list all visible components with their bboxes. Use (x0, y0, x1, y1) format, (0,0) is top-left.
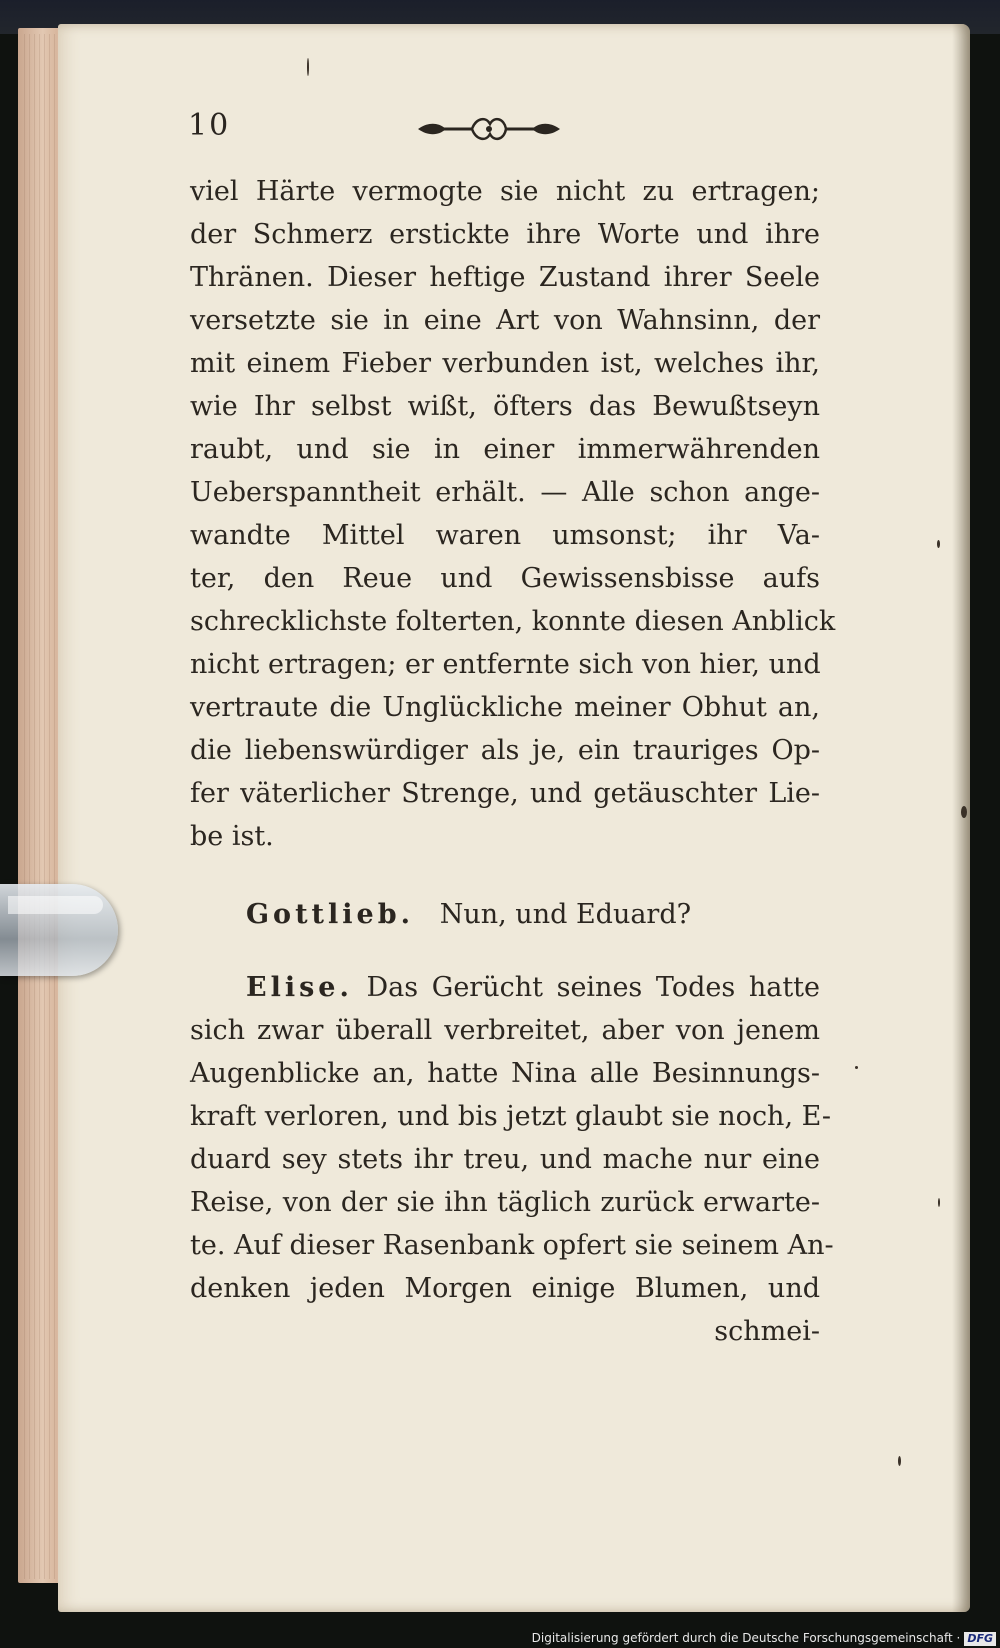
text-line: versetzte sie in eine Art von Wahnsinn, der (190, 305, 820, 336)
text-line: nicht ertragen; er entfernte sich von hier, und (190, 649, 821, 680)
text-line: duard sey stets ihr treu, und mache nur eine (190, 1144, 820, 1175)
paper-speck (307, 58, 309, 76)
text-line: fer väterlicher Strenge, und getäuschter Lie- (190, 778, 820, 809)
gottlieb-text: Nun, und Eduard? (439, 899, 692, 930)
footer-text: Digitalisierung gefördert durch die Deutsche Forschungsgemeinschaft · (531, 1631, 961, 1645)
speaker-elise: Elise. (246, 972, 353, 1003)
paper-speck (855, 1066, 858, 1069)
catchword: schmei- (714, 1316, 820, 1347)
text-line: wandte Mittel waren umsonst; ihr Va- (190, 520, 820, 551)
text-line: Thränen. Dieser heftige Zustand ihrer Seele (190, 262, 820, 293)
text-line: schrecklichste folterten, konnte diesen Anblick (190, 606, 836, 637)
text-line: ter, den Reue und Gewissensbisse aufs (190, 563, 820, 594)
elise-first-text: Das Gerücht seines Todes hatte (366, 972, 820, 1003)
text-line: wie Ihr selbst wißt, öfters das Bewußtseyn (190, 391, 820, 422)
text-line: der Schmerz erstickte ihre Worte und ihre (190, 219, 820, 250)
gottlieb-speech (190, 893, 820, 936)
speaker-gottlieb: Gottlieb. (246, 899, 414, 930)
text-line: die liebenswürdiger als je, ein trauriges Op- (190, 735, 820, 766)
paper-speck (937, 540, 940, 548)
text-line: denken jeden Morgen einige Blumen, und (190, 1273, 820, 1304)
paragraph-gap (190, 936, 820, 966)
text-line: viel Härte vermogte sie nicht zu ertragen; (190, 176, 820, 207)
text-line: raubt, und sie in einer immerwährenden (190, 434, 820, 465)
text-line: Ueberspanntheit erhält. — Alle schon ange- (190, 477, 820, 508)
dfg-logo: DFG (964, 1632, 996, 1646)
page-text (190, 170, 836, 1353)
ornament-icon (414, 114, 564, 144)
paper-speck (898, 1456, 901, 1466)
text-line: vertraute die Unglückliche meiner Obhut an, (190, 692, 820, 723)
footer-credit (532, 1631, 996, 1646)
paper-speck (961, 806, 967, 818)
elise-first-line (190, 966, 820, 1009)
plastic-clip-shine (8, 896, 103, 914)
text-line: Augenblicke an, hatte Nina alle Besinnungs- (190, 1058, 820, 1089)
text-line: mit einem Fieber verbunden ist, welches ihr, (190, 348, 820, 379)
text-line: Reise, von der sie ihn täglich zurück erwarte- (190, 1187, 820, 1218)
text-line: be ist. (190, 821, 274, 852)
paragraph-gap (190, 858, 820, 893)
page-number: 10 (188, 108, 231, 143)
text-line: sich zwar überall verbreitet, aber von jenem (190, 1015, 820, 1046)
text-line: te. Auf dieser Rasenbank opfert sie seinem An- (190, 1230, 834, 1261)
text-line: kraft verloren, und bis jetzt glaubt sie noch, E- (190, 1101, 831, 1132)
paper-speck (938, 1198, 940, 1207)
